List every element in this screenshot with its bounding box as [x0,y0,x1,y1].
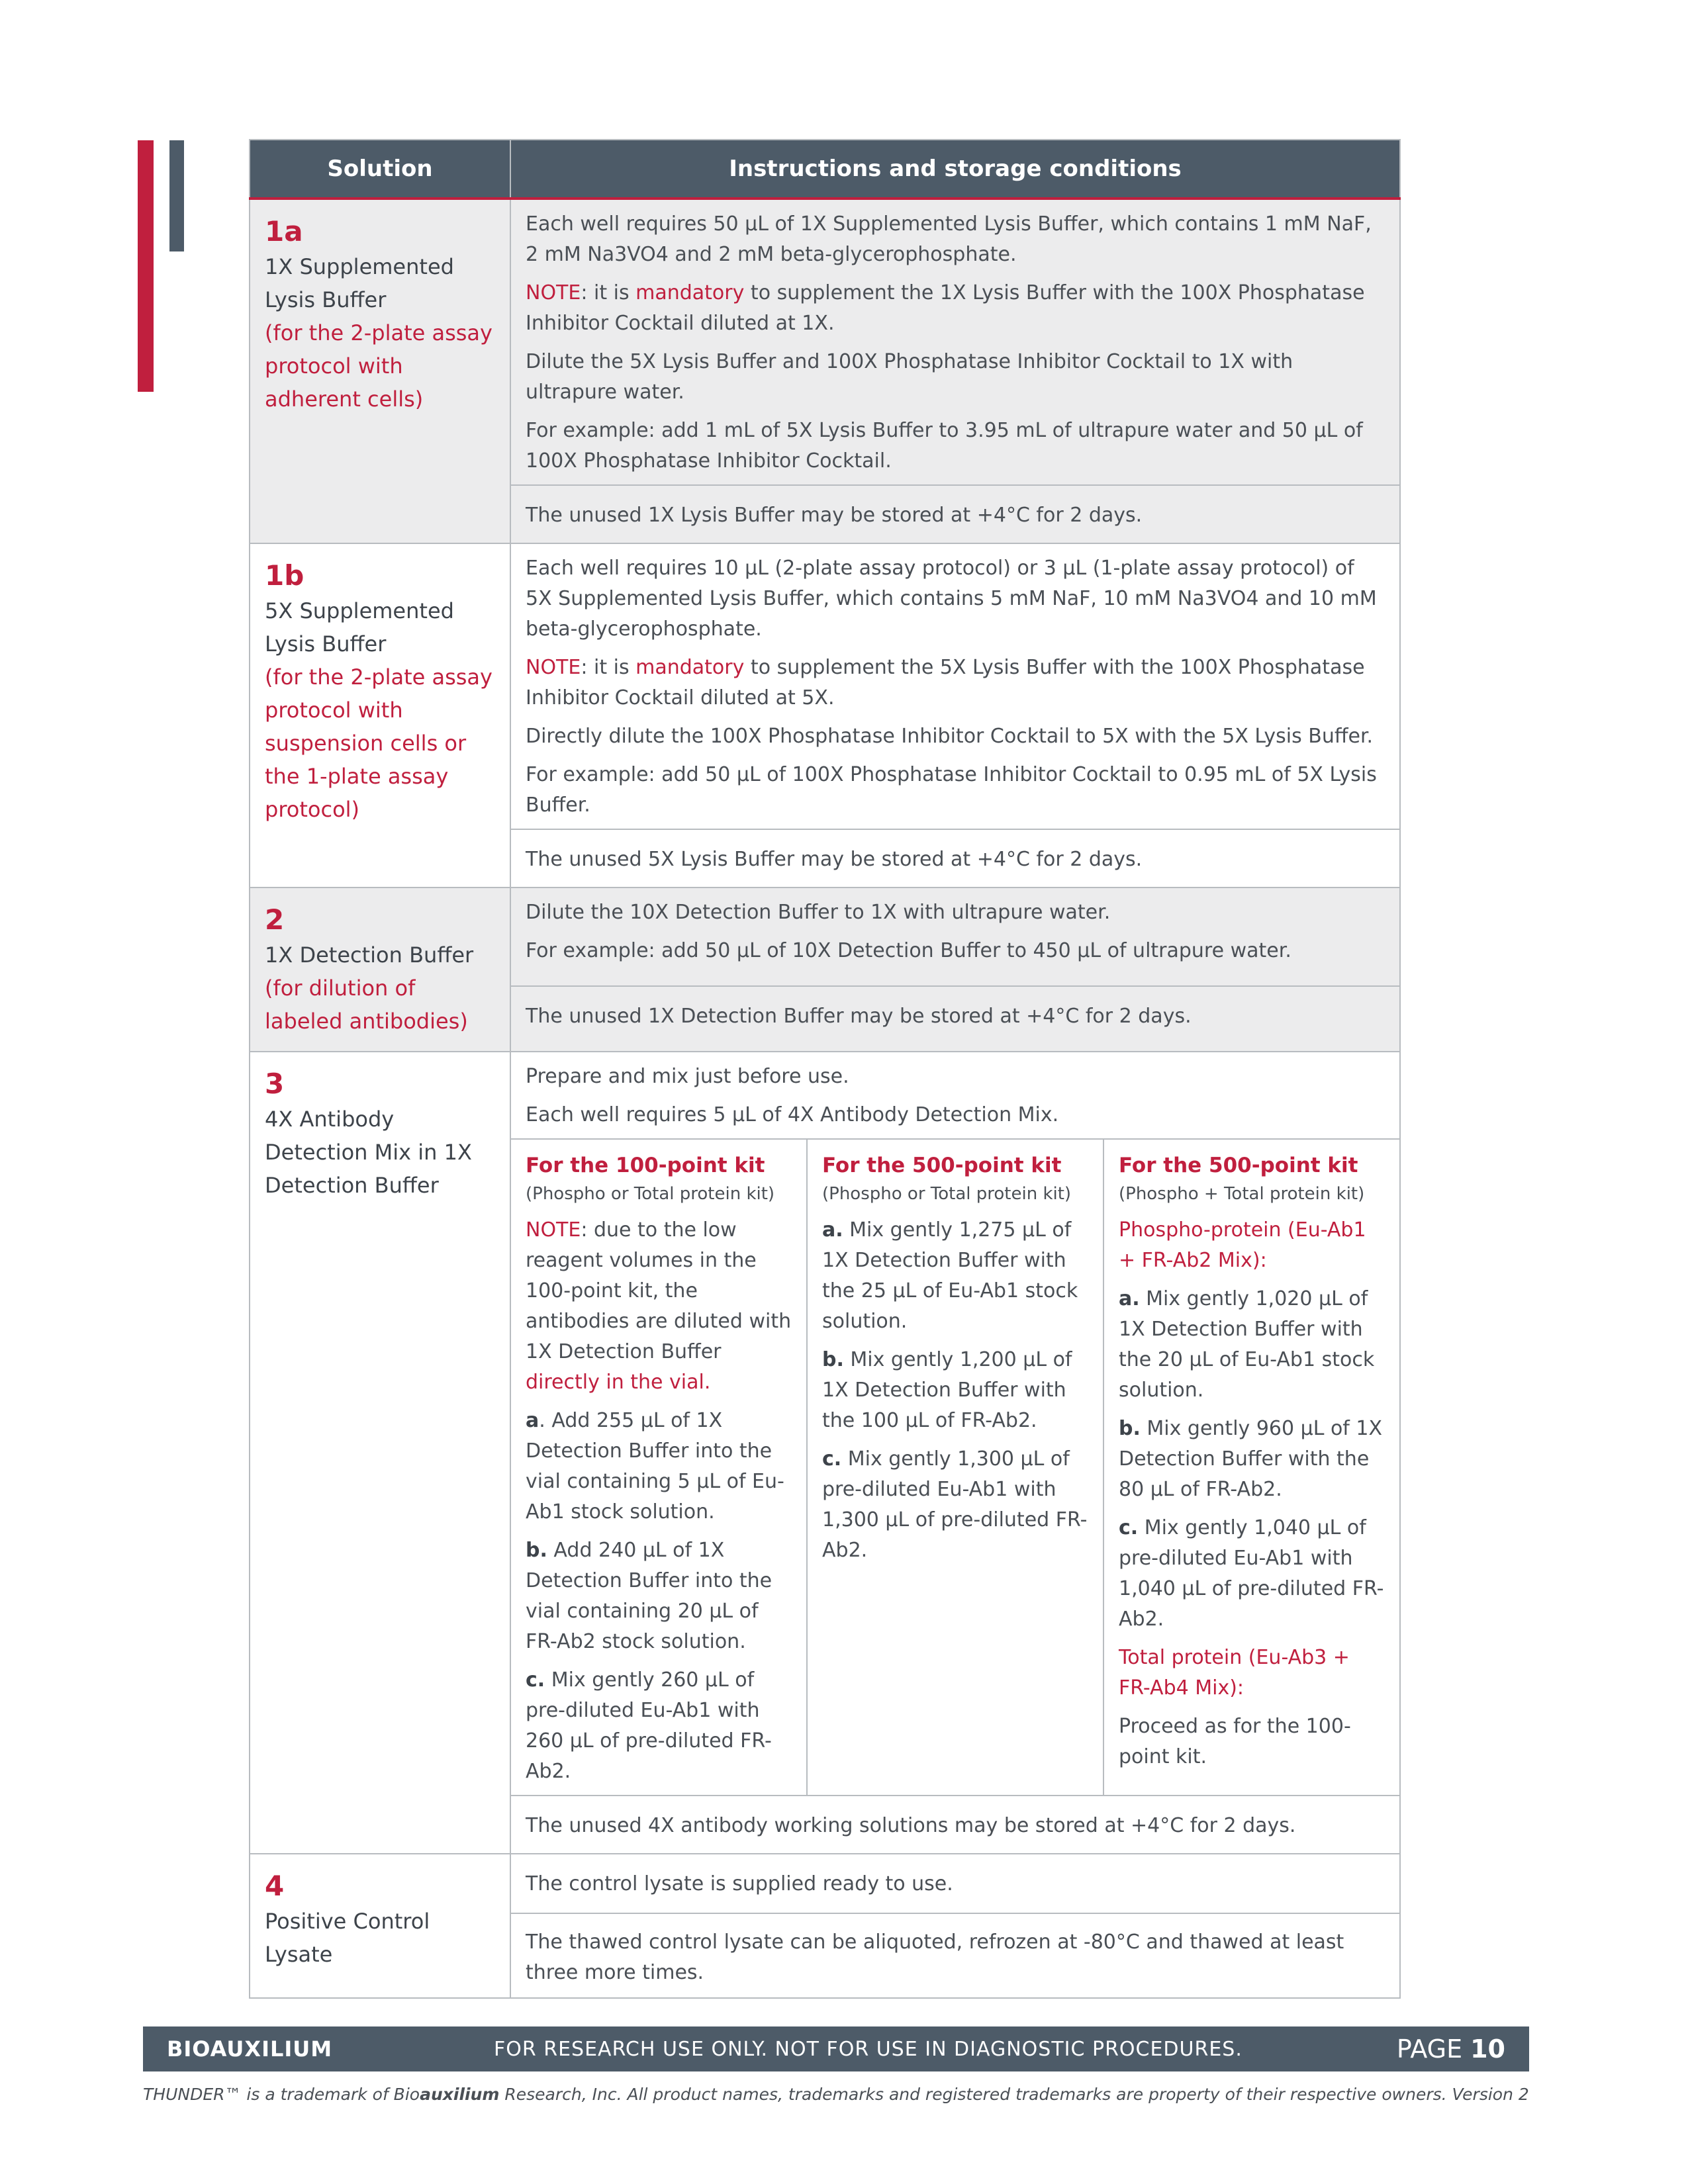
header-solution: Solution [250,140,510,199]
table-row [250,1052,1400,1796]
solution-name: 1X Supplemented Lysis Buffer [265,254,454,312]
page-label: PAGE [1396,2034,1463,2064]
note-paragraph: NOTE: it is mandatory to supplement the 5X Lysis Buffer with the 100X Phosphatase Inhibitor Cocktail diluted at 5X. [526,656,1365,709]
instruction-text: Each well requires 50 µL of 1X Supplemented Lysis Buffer, which contains 1 mM NaF, 2 mM Na3VO4 and 2 mM beta-glycerophosphate. [526,212,1372,266]
kit-subtitle: (Phospho or Total protein kit) [526,1184,775,1204]
kit-title: For the 100-point kit [526,1154,765,1177]
instruction-text: Directly dilute the 100X Phosphatase Inhibitor Cocktail to 5X with the 5X Lysis Buffer. [526,725,1374,748]
footer-disclaimer: FOR RESEARCH USE ONLY. NOT FOR USE IN DIAGNOSTIC PROCEDURES. [494,2037,1243,2061]
solution-cell-4 [250,1854,510,1998]
solution-name: 4X Antibody Detection Mix in 1X Detection Buffer [265,1107,472,1198]
kit-step-c: c. Mix gently 1,300 µL of pre-diluted Eu-Ab1 with 1,300 µL of pre-diluted FR-Ab2. [822,1447,1088,1562]
storage-cell [510,829,1400,887]
kit-title: For the 500-point kit [822,1154,1062,1177]
solution-note: (for the 2-plate assay protocol with adherent cells) [265,320,492,412]
instructions-cell [510,543,1400,829]
kit-step-b: b. Mix gently 960 µL of 1X Detection Buffer with the 80 µL of FR-Ab2. [1119,1417,1383,1501]
kit-step-c: c. Mix gently 1,040 µL of pre-diluted Eu-Ab1 with 1,040 µL of pre-diluted FR-Ab2. [1119,1516,1384,1631]
solution-cell-2 [250,887,510,1052]
table-row [250,887,1400,986]
page-number: 10 [1470,2034,1505,2064]
instruction-text: Prepare and mix just before use. [526,1065,849,1088]
solution-number: 2 [265,903,285,936]
note-label: NOTE [526,281,581,304]
storage-cell [510,485,1400,543]
solutions-table [249,139,1401,1999]
instruction-text: For example: add 50 µL of 10X Detection Buffer to 450 µL of ultrapure water. [526,939,1291,962]
kit-step-c: c. Mix gently 260 µL of pre-diluted Eu-Ab1 with 260 µL of pre-diluted FR-Ab2. [526,1668,772,1783]
phospho-heading: Phospho-protein (Eu-Ab1 + FR-Ab2 Mix): [1119,1218,1366,1272]
solution-note: (for the 2-plate assay protocol with suspension cells or the 1-plate assay protocol) [265,664,492,822]
kit-step-a: a. Mix gently 1,275 µL of 1X Detection Buffer with the 25 µL of Eu-Ab1 stock solution. [822,1218,1078,1333]
kit-subtitle: (Phospho + Total protein kit) [1119,1184,1365,1204]
kit-columns [511,1138,1399,1795]
kit-step-b: b. Mix gently 1,200 µL of 1X Detection Buffer with the 100 µL of FR-Ab2. [822,1348,1072,1432]
table-row [250,543,1400,829]
storage-cell [510,1796,1400,1854]
instruction-text: The control lysate is supplied ready to use. [526,1872,953,1895]
accent-bar-gray [169,140,184,251]
instruction-text: Each well requires 10 µL (2-plate assay protocol) or 3 µL (1-plate assay protocol) of 5X Supplemented Lysis Buffer, which contains 5 mM NaF, 10 mM Na3VO4 and 10 mM beta-glycerophosphate. [526,557,1377,641]
storage-text: The unused 1X Lysis Buffer may be stored at +4°C for 2 days. [526,504,1143,527]
proceed-text: Proceed as for the 100-point kit. [1119,1715,1351,1768]
instructions-cell [510,1052,1400,1796]
instructions-cell [510,887,1400,986]
instruction-text: For example: add 1 mL of 5X Lysis Buffer to 3.95 mL of ultrapure water and 50 µL of 100X Phosphatase Inhibitor Cocktail. [526,419,1363,473]
instruction-text: Each well requires 5 µL of 4X Antibody Detection Mix. [526,1103,1059,1126]
solution-name: 5X Supplemented Lysis Buffer [265,598,454,657]
instruction-text: Dilute the 5X Lysis Buffer and 100X Phosphatase Inhibitor Cocktail to 1X with ultrapure water. [526,350,1293,404]
footer-bar [143,2026,1529,2071]
kit-step-b: b. Add 240 µL of 1X Detection Buffer into the vial containing 20 µL of FR-Ab2 stock solution. [526,1539,773,1653]
solution-cell-1b [250,543,510,887]
instruction-text: The thawed control lysate can be aliquoted, refrozen at -80°C and thawed at least three more times. [526,1931,1344,1984]
note-label: NOTE [526,656,581,679]
instructions-cell [510,1913,1400,1998]
solution-name: 1X Detection Buffer [265,942,474,968]
solution-note: (for dilution of labeled antibodies) [265,976,468,1034]
kit-title: For the 500-point kit [1119,1154,1358,1177]
kit-500-point-combined [1103,1140,1399,1795]
instruction-text: For example: add 50 µL of 100X Phosphatase Inhibitor Cocktail to 0.95 mL of 5X Lysis Buffer. [526,763,1377,817]
page-indicator [1397,2034,1505,2064]
trademark-notice: THUNDER™ is a trademark of Bioauxilium Research, Inc. All product names, trademarks and registered trademarks are property of their respective owners. Version 2 [143,2085,1529,2104]
kit-100-point [511,1140,806,1795]
solution-number: 1b [265,559,305,592]
storage-cell [510,986,1400,1052]
solution-cell-1a [250,199,510,543]
mandatory-text: mandatory [635,656,745,679]
kit-500-point-single [806,1140,1103,1795]
accent-bar-red [138,140,154,392]
solution-name: Positive Control Lysate [265,1909,430,1967]
mandatory-text: mandatory [635,281,745,304]
kit-step-a: a. Mix gently 1,020 µL of 1X Detection Buffer with the 20 µL of Eu-Ab1 stock solution. [1119,1287,1375,1402]
header-instructions: Instructions and storage conditions [510,140,1400,199]
table-header-row [250,140,1400,199]
instructions-cell [510,199,1400,485]
note-paragraph: NOTE: it is mandatory to supplement the 1X Lysis Buffer with the 100X Phosphatase Inhibitor Cocktail diluted at 1X. [526,281,1365,335]
kit-step-a: a. Add 255 µL of 1X Detection Buffer into the vial containing 5 µL of Eu-Ab1 stock solution. [526,1409,784,1524]
note-label: NOTE [526,1218,581,1242]
solution-number: 3 [265,1068,285,1100]
table-row [250,199,1400,485]
solution-number: 1a [265,215,303,248]
storage-text: The unused 1X Detection Buffer may be stored at +4°C for 2 days. [526,1004,1192,1028]
solution-number: 4 [265,1870,285,1902]
storage-text: The unused 4X antibody working solutions may be stored at +4°C for 2 days. [526,1814,1296,1837]
kit-subtitle: (Phospho or Total protein kit) [822,1184,1072,1204]
instructions-cell [510,1854,1400,1913]
storage-text: The unused 5X Lysis Buffer may be stored at +4°C for 2 days. [526,848,1143,871]
solution-cell-3 [250,1052,510,1854]
brand-logo: BIOAUXILIUM [167,2036,333,2062]
instruction-text: Dilute the 10X Detection Buffer to 1X with ultrapure water. [526,901,1111,924]
total-protein-heading: Total protein (Eu-Ab3 + FR-Ab4 Mix): [1119,1646,1350,1700]
kit-note: NOTE: due to the low reagent volumes in the 100-point kit, the antibodies are diluted with 1X Detection Buffer directly in the vial. [526,1218,792,1394]
table-row [250,1854,1400,1913]
